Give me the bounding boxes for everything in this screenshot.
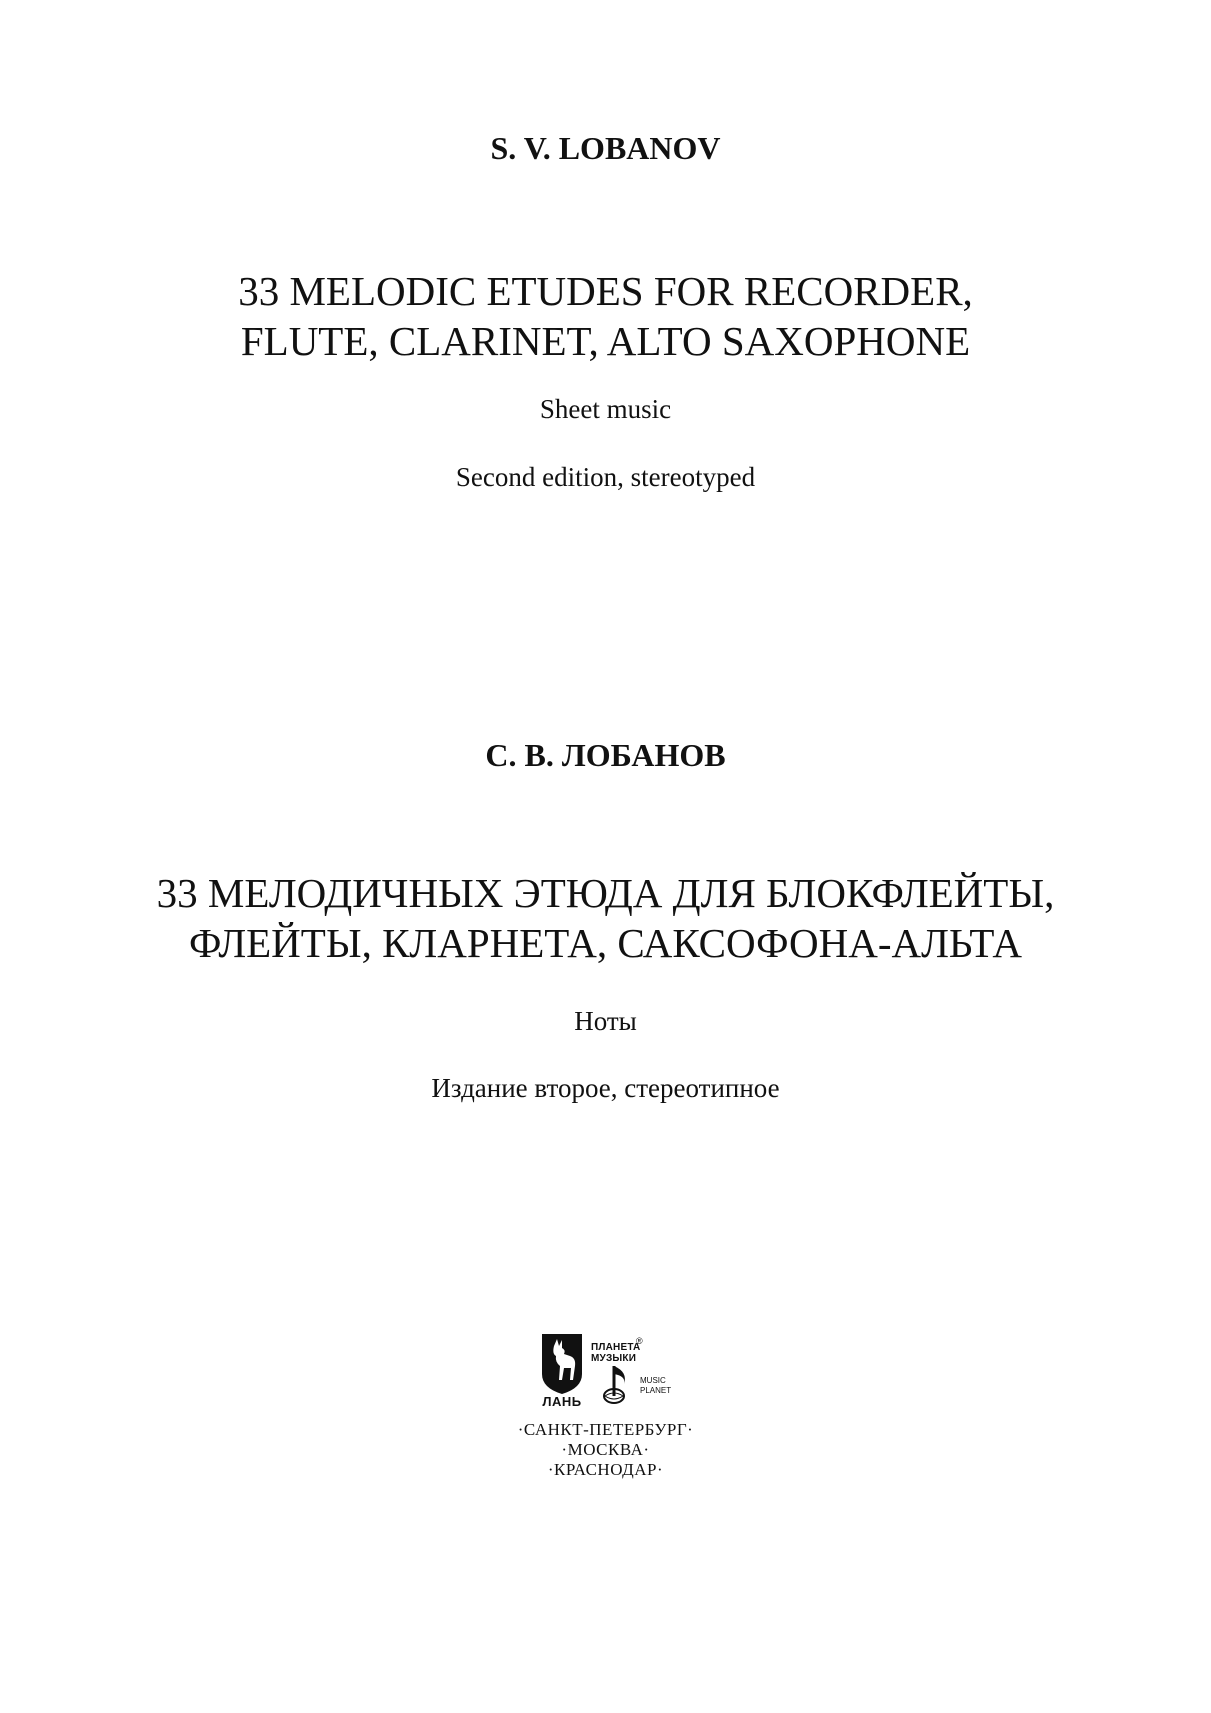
music-planet-line-2: PLANET <box>640 1386 672 1395</box>
russian-title-line-2: ФЛЕЙТЫ, КЛАРНЕТА, САКСОФОНА-АЛЬТА <box>189 920 1022 966</box>
english-edition: Second edition, stereotyped <box>455 462 756 492</box>
planet-muzyki-line-2: МУЗЫКИ <box>591 1353 637 1364</box>
music-note-globe-icon <box>598 1362 644 1408</box>
russian-edition: Издание второе, стереотипное <box>431 1073 780 1103</box>
lan-logo-text: ЛАНЬ <box>542 1394 582 1409</box>
publisher-block <box>450 1310 761 1479</box>
english-title-line-2: FLUTE, CLARINET, ALTO SAXOPHONE <box>240 318 971 364</box>
english-title-line-1: 33 MELODIC ETUDES FOR RECORDER, <box>238 268 973 314</box>
english-author: S. V. LOBANOV <box>490 130 721 166</box>
russian-author: С. В. ЛОБАНОВ <box>485 737 726 773</box>
publisher-logos <box>450 1310 761 1409</box>
city-krasnodar: ·КРАСНОДАР· <box>547 1460 664 1479</box>
publisher-cities <box>450 1420 761 1480</box>
planet-muzyki-line-1: ПЛАНЕТА <box>591 1342 641 1353</box>
registered-mark: ® <box>636 1336 643 1346</box>
russian-publication-type: Ноты <box>574 1006 637 1036</box>
city-moscow: ·МОСКВА· <box>561 1440 650 1459</box>
music-planet-line-1: MUSIC <box>640 1376 666 1385</box>
russian-title-line-1: 33 МЕЛОДИЧНЫХ ЭТЮДА ДЛЯ БЛОКФЛЕЙТЫ, <box>156 870 1055 916</box>
lan-deer-logo-icon <box>540 1334 584 1394</box>
city-saint-petersburg: ·САНКТ-ПЕТЕРБУРГ· <box>517 1420 694 1439</box>
english-publication-type: Sheet music <box>539 394 672 424</box>
music-planet-text <box>640 1376 671 1396</box>
planet-muzyki-text <box>591 1342 640 1364</box>
